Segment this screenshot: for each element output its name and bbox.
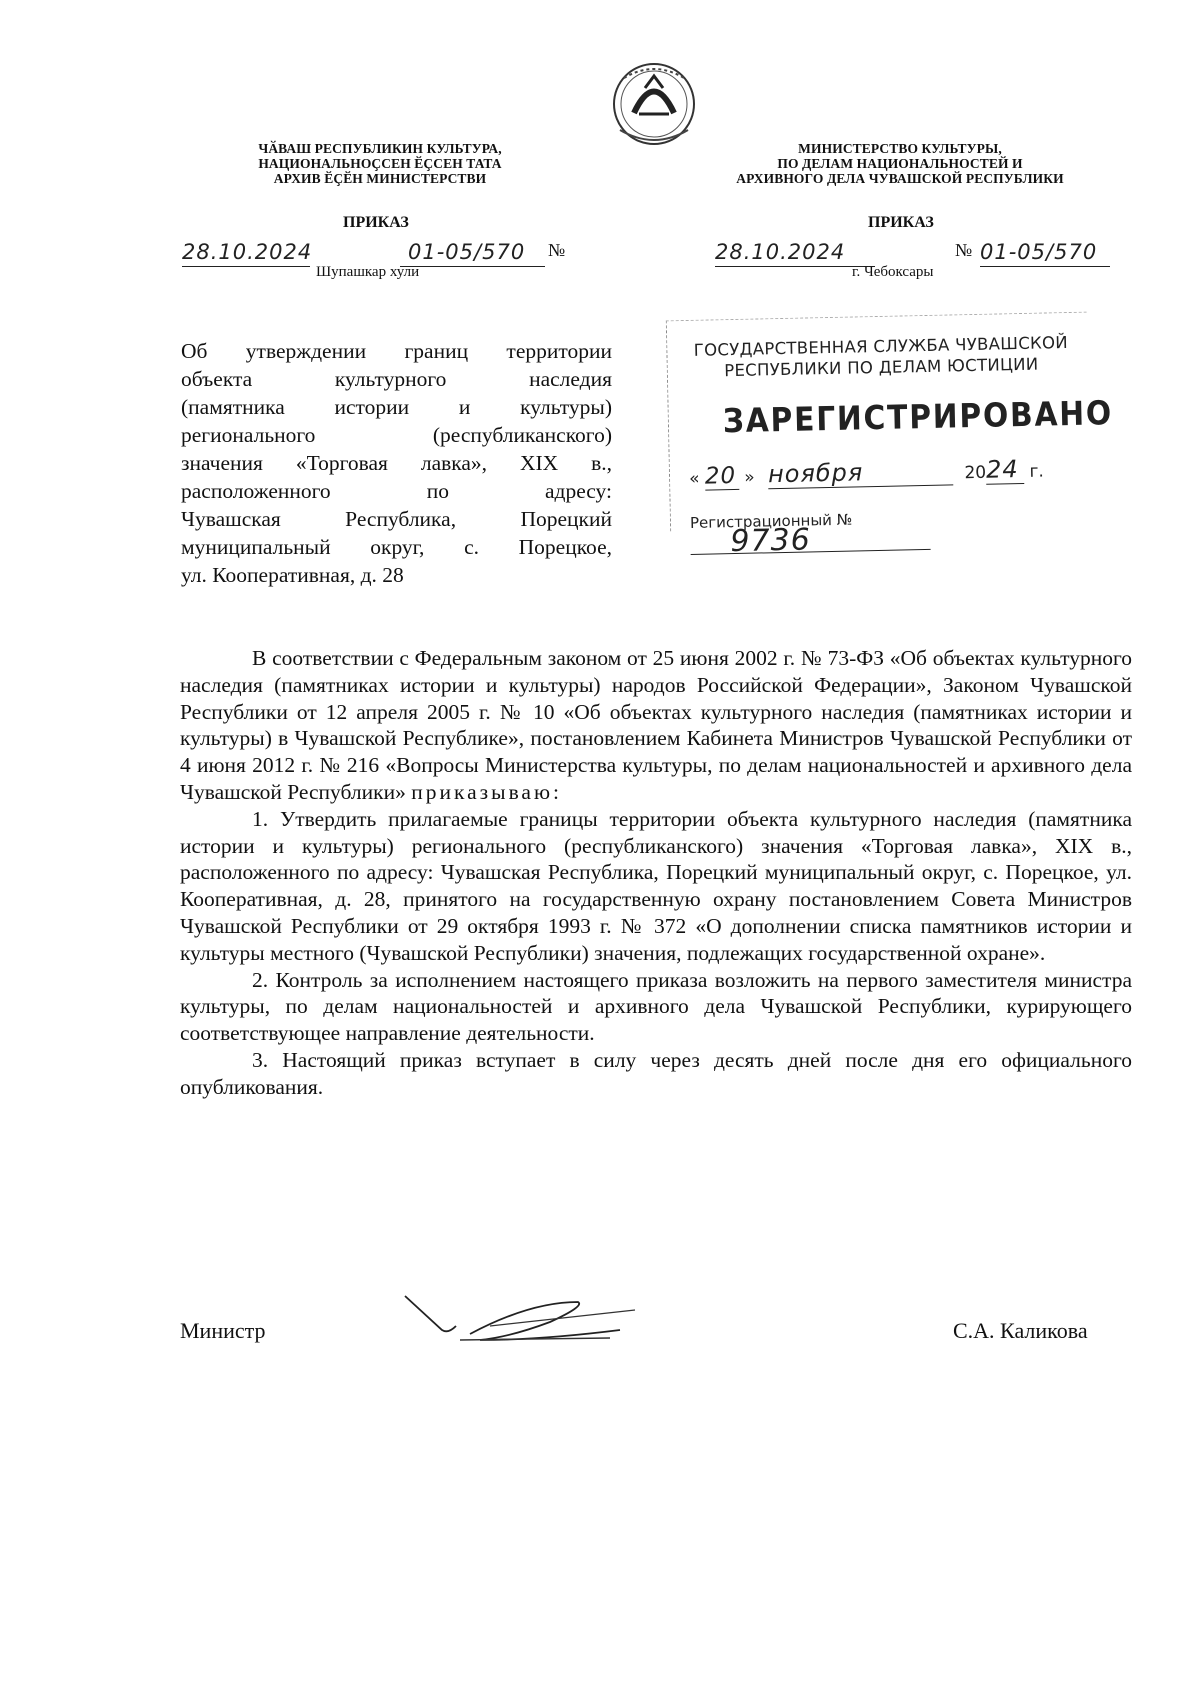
ministry-name-chuvash xyxy=(205,141,555,186)
right-date-line xyxy=(715,240,875,267)
city-russian: г. Чебоксары xyxy=(852,264,934,280)
doc-type-left: ПРИКАЗ xyxy=(343,214,409,231)
left-number-handwritten: 01-05/570 xyxy=(408,240,526,264)
right-number-handwritten: 01-05/570 xyxy=(980,240,1098,264)
doc-type-right: ПРИКАЗ xyxy=(868,214,934,231)
order-item-3: 3. Настоящий приказ вступает в силу через десять дней после дня его официального опубликования. xyxy=(180,1047,1132,1099)
signatory-position: Министр xyxy=(180,1318,266,1343)
right-date-handwritten: 28.10.2024 xyxy=(715,240,846,264)
title-line: муниципальный округ, с. Порецкое, xyxy=(181,535,612,559)
title-line: объекта культурного наследия xyxy=(181,367,612,391)
ministry-name-chuvash-line: ЧӐВАШ РЕСПУБЛИКИН КУЛЬТУРА, xyxy=(258,141,502,156)
stamp-organization xyxy=(678,332,1084,382)
title-line: Чувашская Республика, Порецкий xyxy=(181,507,612,531)
title-line: (памятника истории и культуры) xyxy=(181,395,612,419)
stamp-year-suffix: 24 xyxy=(986,455,1025,485)
signatory-name: С.А. Каликова xyxy=(953,1318,1088,1343)
title-line: расположенного по адресу: xyxy=(181,479,612,503)
ministry-name-russian-line: МИНИСТЕРСТВО КУЛЬТУРЫ, xyxy=(798,141,1002,156)
title-line: Об утверждении границ территории xyxy=(181,339,612,363)
stamp-year-abbr: г. xyxy=(1029,461,1045,482)
ministry-name-russian-line: ПО ДЕЛАМ НАЦИОНАЛЬНОСТЕЙ И xyxy=(777,156,1023,171)
left-date-handwritten: 28.10.2024 xyxy=(182,240,313,264)
title-line: регионального (республиканского) xyxy=(181,423,612,447)
number-sign-left: № xyxy=(548,240,566,260)
stamp-org-line: РЕСПУБЛИКИ ПО ДЕЛАМ ЮСТИЦИИ xyxy=(724,354,1039,381)
title-line: ул. Кооперативная, д. 28 xyxy=(181,563,404,587)
stamp-year-prefix: 20 xyxy=(964,462,987,484)
handwritten-signature xyxy=(400,1282,640,1362)
title-line: значения «Торговая лавка», XIX в., xyxy=(181,451,612,475)
stamp-month: ноября xyxy=(768,456,954,489)
stamp-registered: ЗАРЕГИСТРИРОВАНО xyxy=(722,393,1114,441)
ministry-name-russian xyxy=(700,141,1100,186)
stamp-open-quote: « xyxy=(688,468,700,489)
right-number-line xyxy=(980,240,1110,267)
order-item-2: 2. Контроль за исполнением настоящего приказа возложить на первого заместителя министра культуры, по делам национальностей и архивного дела Чувашской Республики, курирующего соответствующее направление деятельности. xyxy=(180,967,1132,1046)
coat-of-arms-emblem xyxy=(605,58,703,150)
stamp-reg-number: 9736 xyxy=(690,527,930,555)
stamp-day: 20 xyxy=(705,463,740,491)
stamp-reg-number-row xyxy=(689,506,1086,560)
left-number-line xyxy=(400,240,545,267)
stamp-org-line: ГОСУДАРСТВЕННАЯ СЛУЖБА ЧУВАШСКОЙ xyxy=(693,333,1069,360)
city-chuvash: Шупашкар хули xyxy=(316,264,420,280)
number-sign-right: № xyxy=(955,240,973,260)
intro-paragraph xyxy=(180,645,1132,806)
order-word: приказываю: xyxy=(411,779,563,804)
document-title xyxy=(181,337,612,589)
ministry-name-chuvash-line: АРХИВ ӖҪӖН МИНИСТЕРСТВИ xyxy=(273,171,487,186)
intro-text: В соответствии с Федеральным законом от 25 июня 2002 г. № 73-ФЗ «Об объектах культурного наследия (памятниках истории и культуры) народов Российской Федерации», Законом Чувашской Республики от 12 апреля 2005 г. № 10 «Об объектах культурного наследия (памятниках истории и культуры) в Чувашской Республике», постановлением Кабинета Министров Чувашской Республики от 4 июня 2012 г. № 216 «Вопросы Министерства культуры, по делам национальностей и архивного дела Чувашской Республики» xyxy=(180,646,1132,804)
left-date-line xyxy=(182,240,313,267)
ministry-name-chuvash-line: НАЦИОНАЛЬНОҪСЕН ӖҪСЕН ТАТА xyxy=(258,156,502,171)
document-body xyxy=(180,645,1132,1101)
ministry-name-russian-line: АРХИВНОГО ДЕЛА ЧУВАШСКОЙ РЕСПУБЛИКИ xyxy=(736,171,1064,186)
registration-stamp xyxy=(666,312,1114,560)
stamp-close-quote: » xyxy=(744,467,755,488)
order-item-1: 1. Утвердить прилагаемые границы территории объекта культурного наследия (памятника истории и культуры) регионального (республиканского) значения «Торговая лавка», XIX в., расположенного по адресу: Чувашская Республика, Порецкий муниципальный округ, с. Порецкое, ул. Кооперативная, д. 28, принятого на государственную охрану постановлением Совета Министров Чувашской Республики от 29 октября 1993 г. № 372 «О дополнении списка памятников истории и культуры местного (Чувашской Республики) значения, подлежащих государственной охране». xyxy=(180,806,1132,965)
stamp-reg-label: Регистрационный № xyxy=(689,510,853,532)
